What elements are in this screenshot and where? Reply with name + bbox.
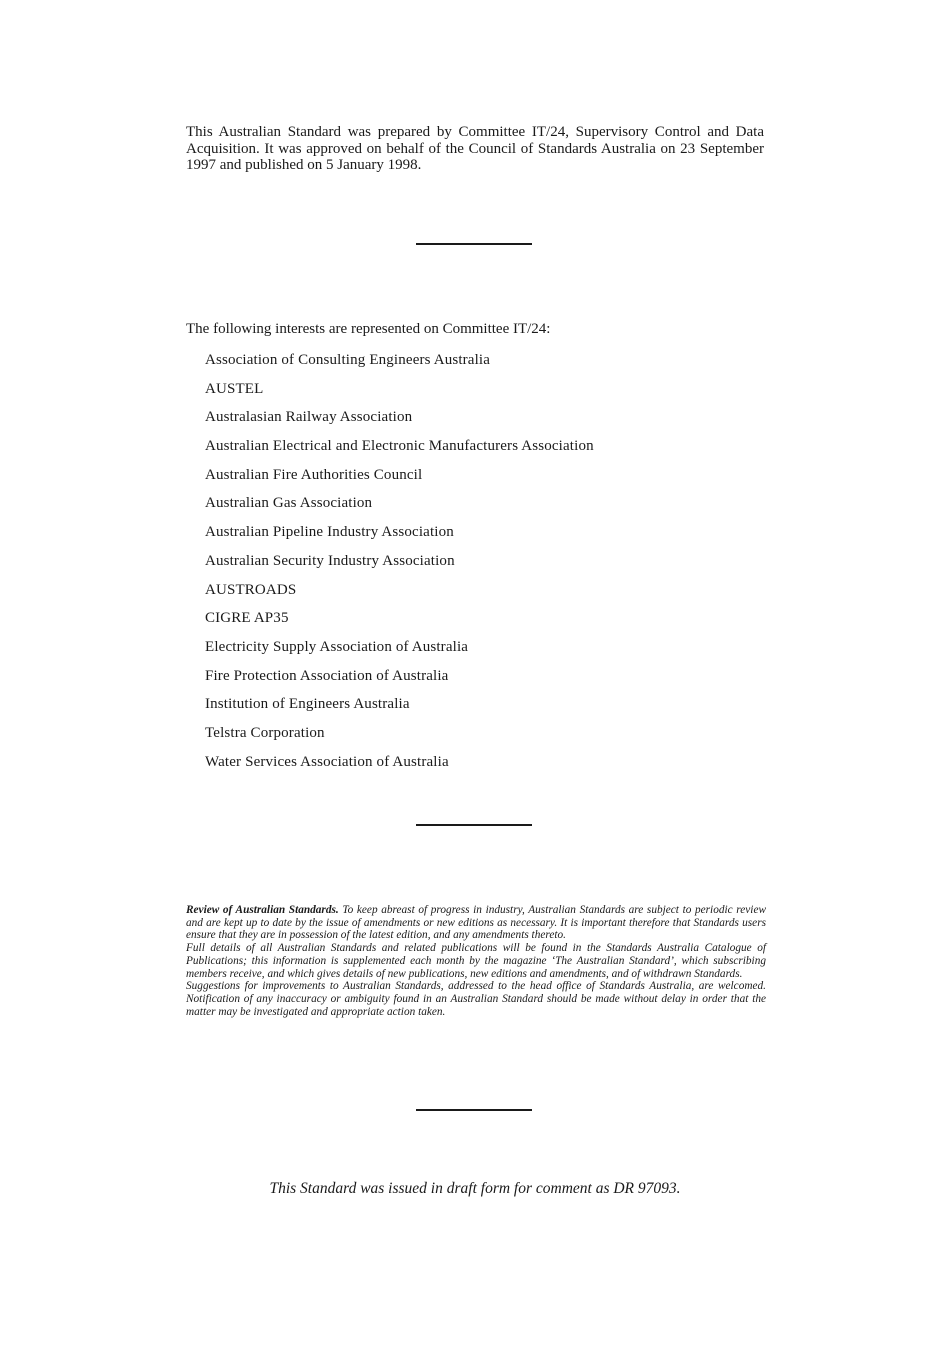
interest-item: Australian Pipeline Industry Association bbox=[205, 524, 454, 541]
interest-item: Association of Consulting Engineers Australia bbox=[205, 352, 491, 368]
interest-item: Fire Protection Association of Australia bbox=[205, 667, 449, 684]
section-divider bbox=[416, 824, 532, 826]
draft-note: This Standard was issued in draft form for comment as DR 97093. bbox=[269, 1180, 681, 1197]
interest-item: Australian Security Industry Association bbox=[205, 552, 455, 569]
interest-item: AUSTEL bbox=[205, 380, 264, 397]
interest-item: Australian Electrical and Electronic Manufacturers Association bbox=[205, 438, 594, 455]
suggestions-paragraph: Suggestions for improvements to Australian Standards, addressed to the head office of Standards Australia, are welcomed. Notification of any inaccuracy or ambiguity found in an Australian Standard should be made without delay in order that the matter may be investigated and appropriate action taken. bbox=[186, 980, 766, 1018]
interest-item: Water Services Association of Australia bbox=[205, 753, 449, 770]
interests-heading: The following interests are represented on Committee IT/24: bbox=[186, 321, 551, 337]
interest-item: AUSTROADS bbox=[205, 581, 297, 598]
interest-item: CIGRE AP35 bbox=[205, 610, 289, 627]
section-divider bbox=[416, 243, 532, 245]
interest-item: Telstra Corporation bbox=[205, 724, 325, 741]
interest-item: Australasian Railway Association bbox=[205, 409, 413, 426]
review-notice bbox=[186, 904, 766, 1018]
interests-list bbox=[205, 350, 594, 780]
review-paragraph bbox=[186, 904, 766, 942]
review-title: Review of Australian Standards. bbox=[186, 904, 339, 916]
section-divider bbox=[416, 1109, 532, 1111]
interest-item: Australian Gas Association bbox=[205, 495, 373, 512]
interest-item: Electricity Supply Association of Australia bbox=[205, 638, 469, 655]
catalogue-paragraph: Full details of all Australian Standards and related publications will be found in the Standards Australia Catalogue of Publications; this information is supplemented each month by the magazine ‘The Australian Standard’, which subscribing members receive, and which gives details of new publications, new editions and amendments, and of withdrawn Standards. bbox=[186, 942, 766, 980]
interest-item: Institution of Engineers Australia bbox=[205, 696, 410, 713]
review-text: To keep abreast of progress in industry, Australian Standards are subject to periodic review and are kept up to date by the issue of amendments or new editions as necessary. It is important therefore that Standards users ensure that they are in possession of the latest edition, and any amendments thereto. bbox=[186, 904, 766, 942]
interest-item: Australian Fire Authorities Council bbox=[205, 466, 423, 483]
preparation-statement: This Australian Standard was prepared by Committee IT/24, Supervisory Control and Data Acquisition. It was approved on behalf of the Council of Standards Australia on 23 September 1997 and published on 5 January 1998. bbox=[186, 124, 764, 173]
